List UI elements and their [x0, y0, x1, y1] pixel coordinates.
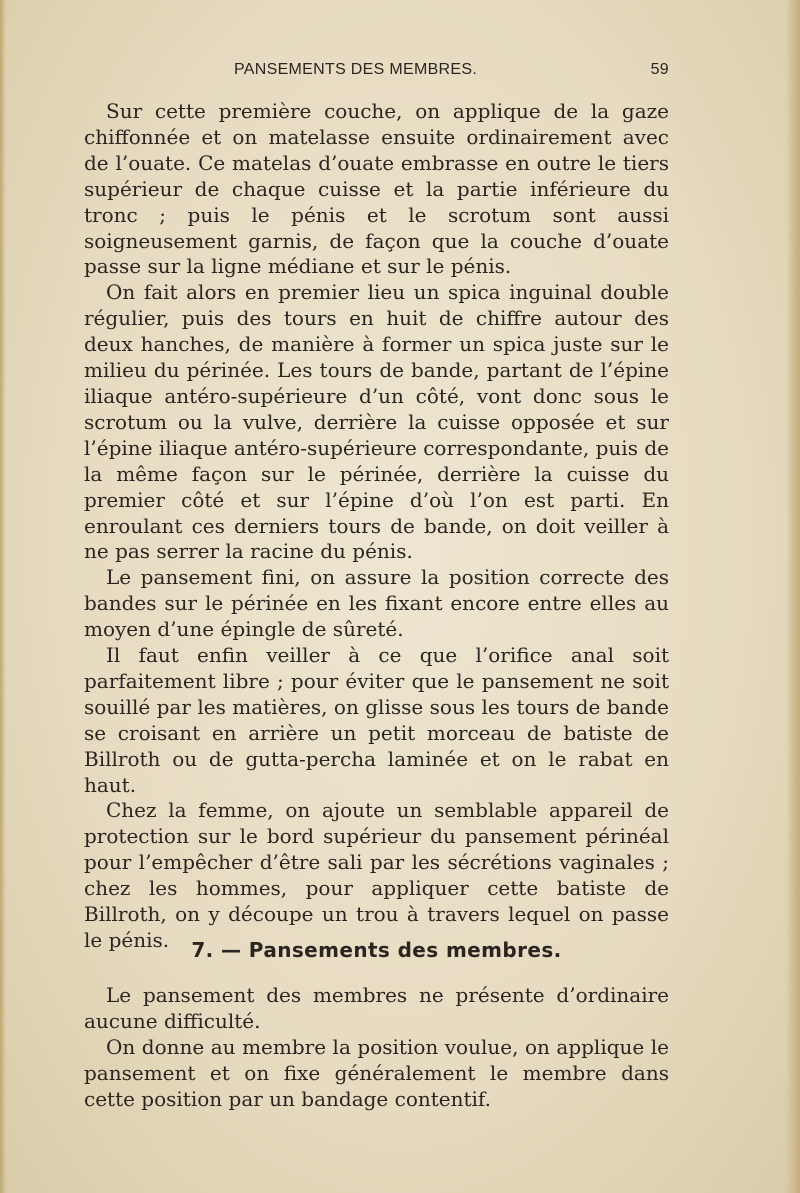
section-heading: 7. — Pansements des membres.	[191, 938, 562, 962]
page-number: 59	[650, 61, 669, 78]
page-right-edge	[786, 0, 800, 1193]
paragraph: Le pansement fini, on assure la position correcte des bandes sur le périnée en les fixant encore entre elles au moyen d’une épingle de sûreté.	[84, 565, 669, 642]
paragraph: Il faut enfin veiller à ce que l’orifice anal soit parfaitement libre ; pour éviter que le pansement ne soit souillé par les matières, on glisse sous les tours de bande se croisant en arrière un petit morceau de batiste de Billroth ou de gutta-percha laminée et on le rabat en haut.	[84, 643, 669, 797]
running-header-title: PANSEMENTS DES MEMBRES.	[234, 61, 478, 78]
paragraph: On donne au membre la position voulue, on applique le pansement et on fixe généralement le membre dans cette position par un bandage contentif.	[84, 1034, 669, 1111]
body-text	[84, 99, 669, 954]
paragraph: Chez la femme, on ajoute un semblable appareil de protection sur le bord supérieur du pansement périnéal pour l’empêcher d’être sali par les sécrétions vaginales ; chez les hommes, pour appliquer cette batiste de Billroth, on y découpe un trou à travers lequel on passe le pénis.	[84, 798, 669, 952]
paragraph: Sur cette première couche, on applique de la gaze chiffonnée et on matelasse ensuite ordinairement avec de l’ouate. Ce matelas d’ouate embrasse en outre le tiers supérieur de chaque cuisse et la partie inférieure du tronc ; puis le pénis et le scrotum sont aussi soigneusement garnis, de façon que la couche d’ouate passe sur la ligne médiane et sur le pénis.	[84, 99, 669, 279]
running-header	[84, 61, 669, 83]
section-body-text	[84, 983, 669, 1113]
page-left-edge	[0, 0, 6, 1193]
paragraph: On fait alors en premier lieu un spica inguinal double régulier, puis des tours en huit de chiffre autour des deux hanches, de manière à former un spica juste sur le milieu du périnée. Les tours de bande, partant de l’épine iliaque antéro-supérieure d’un côté, vont donc sous le scrotum ou la vulve, derrière la cuisse opposée et sur l’épine iliaque antéro-supérieure correspondante, puis de la même façon sur le périnée, derrière la cuisse du premier côté et sur l’épine d’où l’on est parti. En enroulant ces derniers tours de bande, on doit veiller à ne pas serrer la racine du pénis.	[84, 280, 669, 564]
paragraph: Le pansement des membres ne présente d’ordinaire aucune difficulté.	[84, 983, 669, 1033]
